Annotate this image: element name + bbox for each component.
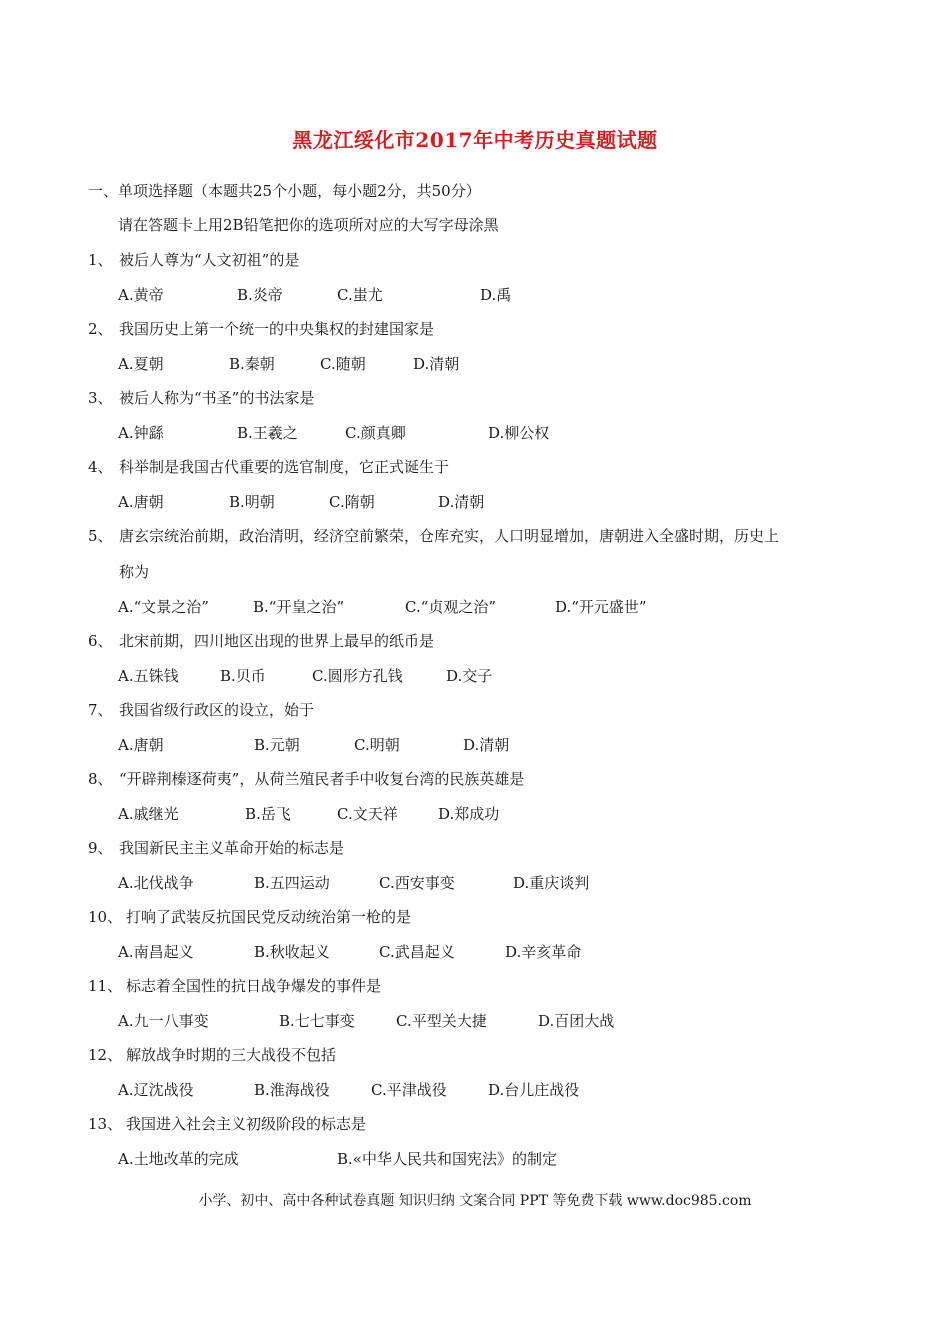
option-d: D.郑成功 (438, 805, 500, 823)
option-d: D.清朝 (413, 355, 460, 373)
option-a: A.南昌起义 (118, 943, 194, 961)
option-a: A.戚继光 (118, 805, 179, 823)
question-number: 5、 (88, 527, 113, 545)
option-b: B.贝币 (220, 667, 266, 685)
question-number: 6、 (88, 632, 113, 650)
option-b: B.“开皇之治” (253, 598, 345, 616)
question-number: 10、 (88, 908, 123, 926)
option-a: A.九一八事变 (118, 1012, 209, 1030)
option-b: B.王羲之 (237, 424, 298, 442)
option-d: D.柳公权 (488, 424, 550, 442)
option-a: A.钟繇 (118, 424, 164, 442)
option-c: C.蚩尤 (337, 286, 383, 304)
option-a: A.北伐战争 (118, 874, 194, 892)
option-c: C.武昌起义 (379, 943, 455, 961)
option-c: C.颜真卿 (345, 424, 406, 442)
question-number: 8、 (88, 770, 113, 788)
section-instruction: 请在答题卡上用2B铅笔把你的选项所对应的大写字母涂黑 (118, 216, 499, 234)
option-a: A.黄帝 (118, 286, 164, 304)
option-d: D.重庆谈判 (513, 874, 590, 892)
option-a: A.唐朝 (118, 736, 164, 754)
option-a: A.夏朝 (118, 355, 164, 373)
option-a: A.五铢钱 (118, 667, 179, 685)
option-c: C.明朝 (354, 736, 400, 754)
question-text: 被后人称为“书圣”的书法家是 (119, 389, 315, 407)
option-c: C.平津战役 (371, 1081, 447, 1099)
page-footer: 小学、初中、高中各种试卷真题 知识归纳 文案合同 PPT 等免费下载 www.doc985.com (198, 1193, 752, 1209)
question-text: 我国新民主主义革命开始的标志是 (119, 839, 345, 857)
option-c: C.圆形方孔钱 (312, 667, 403, 685)
question-text: 唐玄宗统治前期，政治清明，经济空前繁荣，仓库充实，人口明显增加，唐朝进入全盛时期，历史上 (119, 527, 780, 545)
option-d: D.清朝 (463, 736, 510, 754)
question-text-continued: 称为 (119, 563, 150, 581)
question-number: 12、 (88, 1046, 123, 1064)
question-text: 我国历史上第一个统一的中央集权的封建国家是 (119, 320, 435, 338)
question-text: 被后人尊为“人文初祖”的是 (119, 251, 300, 269)
question-text: 我国进入社会主义初级阶段的标志是 (126, 1115, 367, 1133)
question-number: 13、 (88, 1115, 123, 1133)
option-b: B.秋收起义 (254, 943, 330, 961)
document-title: 黑龙江绥化市2017年中考历史真题试题 (292, 128, 658, 152)
option-d: D.百团大战 (538, 1012, 615, 1030)
question-text: 我国省级行政区的设立，始于 (119, 701, 315, 719)
question-number: 1、 (88, 251, 113, 269)
option-a: A.辽沈战役 (118, 1081, 194, 1099)
section-heading: 一、单项选择题（本题共25个小题，每小题2分，共50分） (88, 182, 481, 200)
option-b: B.秦朝 (229, 355, 275, 373)
option-b: B.«中华人民共和国宪法》的制定 (337, 1150, 557, 1168)
option-b: B.淮海战役 (254, 1081, 330, 1099)
option-c: C.“贞观之治” (405, 598, 497, 616)
question-number: 11、 (88, 977, 123, 995)
option-d: D.辛亥革命 (505, 943, 582, 961)
question-text: 科举制是我国古代重要的选官制度，它正式诞生于 (119, 458, 450, 476)
question-number: 9、 (88, 839, 113, 857)
option-b: B.岳飞 (245, 805, 291, 823)
question-text: 打响了武装反抗国民党反动统治第一枪的是 (126, 908, 412, 926)
option-c: C.随朝 (320, 355, 366, 373)
option-c: C.文天祥 (337, 805, 398, 823)
question-number: 2、 (88, 320, 113, 338)
question-number: 3、 (88, 389, 113, 407)
question-text: 解放战争时期的三大战役不包括 (126, 1046, 337, 1064)
option-d: D.交子 (446, 667, 493, 685)
option-c: C.平型关大捷 (396, 1012, 487, 1030)
question-text: “开辟荆榛逐荷夷”，从荷兰殖民者手中收复台湾的民族英雄是 (119, 770, 525, 788)
question-text: 北宋前期，四川地区出现的世界上最早的纸币是 (119, 632, 435, 650)
option-b: B.明朝 (229, 493, 275, 511)
option-a: A.“文景之治” (118, 598, 209, 616)
option-d: D.清朝 (438, 493, 485, 511)
question-number: 7、 (88, 701, 113, 719)
option-a: A.唐朝 (118, 493, 164, 511)
option-a: A.土地改革的完成 (118, 1150, 239, 1168)
option-b: B.元朝 (254, 736, 300, 754)
option-c: C.西安事变 (379, 874, 455, 892)
question-text: 标志着全国性的抗日战争爆发的事件是 (126, 977, 382, 995)
option-b: B.七七事变 (279, 1012, 355, 1030)
option-d: D.台儿庄战役 (488, 1081, 580, 1099)
option-b: B.五四运动 (254, 874, 330, 892)
option-d: D.禹 (480, 286, 512, 304)
option-c: C.隋朝 (329, 493, 375, 511)
option-b: B.炎帝 (237, 286, 283, 304)
option-d: D.“开元盛世” (555, 598, 647, 616)
question-number: 4、 (88, 458, 113, 476)
